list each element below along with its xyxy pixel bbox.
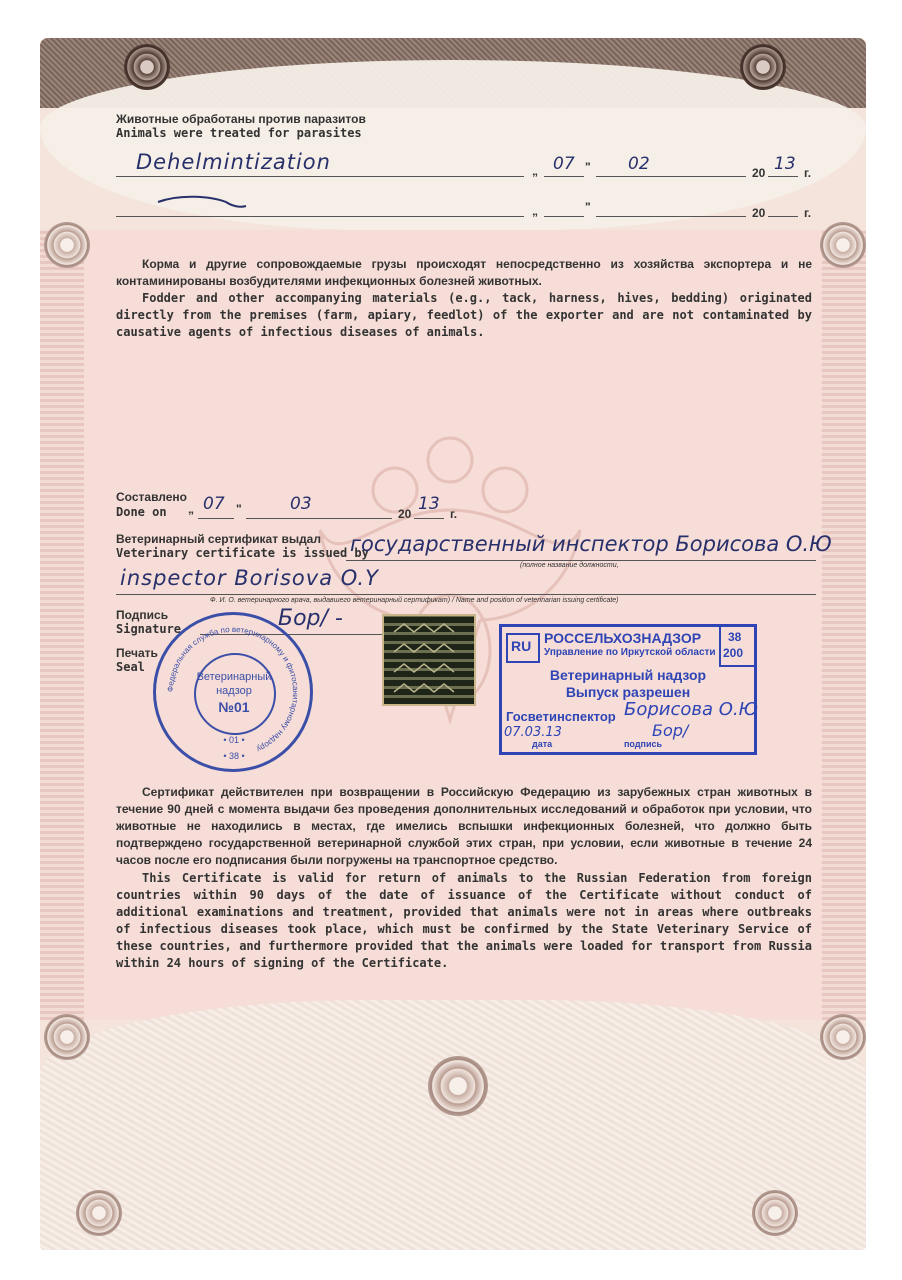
stamp-signature-value[interactable]: Бор/	[652, 721, 689, 740]
treatment-1-year-unit: г.	[804, 166, 812, 180]
done-day-line	[198, 518, 234, 519]
left-border-pattern	[40, 230, 84, 1020]
fodder-text-en: Fodder and other accompanying materials (e.g., tack, harness, hives, bedding) originated directly from the premises (farm, apiary, feedlot) of the exporter and are not contaminated by causative agents of infectious diseases of animals.	[116, 291, 812, 339]
treatment-2-year-prefix: 20	[752, 206, 766, 220]
bottom-right-rosette-icon	[752, 1190, 798, 1236]
treatment-1-month-line	[596, 176, 746, 177]
issuer-value-1[interactable]: государственный инспектор Борисова О.Ю	[350, 532, 832, 556]
treatment-1-quote-close: "	[585, 160, 591, 174]
top-right-rosette-icon	[740, 44, 786, 90]
validity-text-ru: Сертификат действителен при возвращении в Российскую Федерацию из зарубежных стран животных в течение 90 дней с момента выдачи без проведения дополнительных исследований и обработок при условии, что животные не находились в местах, где имелись вспышки инфекционных болезней, что должно быть подтверждено государственной ветеринарной службой этих стран, при условии, если животные в течение 24 часов после его подписания были погружены на транспортное средство.	[116, 785, 812, 867]
stamp-department: Управление по Иркутской области	[544, 647, 716, 658]
holographic-sticker-icon	[382, 614, 476, 706]
done-year-prefix: 20	[398, 507, 412, 521]
bottom-wave-pattern	[40, 1000, 866, 1250]
right-border-pattern	[822, 230, 866, 1020]
done-month-line	[246, 518, 392, 519]
dash-mark-icon	[150, 190, 250, 214]
seal-bottom-number: • 01 •	[223, 735, 245, 745]
seal-number: №01	[218, 699, 250, 715]
round-veterinary-seal	[153, 612, 313, 772]
top-left-rosette-icon	[124, 44, 170, 90]
svg-text:Федеральная служба по ветерина: Федеральная служба по ветеринарному и фитосанитарному надзору	[165, 624, 301, 754]
stamp-region-bottom: 200	[723, 646, 744, 660]
seal-label-en: Seal	[116, 660, 145, 674]
seal-center-line2: надзор	[216, 685, 252, 697]
issuer-hint-2: Ф. И. О. ветеринарного врача, выдавшего ветеринарный сертификат) / Name and position of veterinarian issuing certificate)	[210, 597, 619, 604]
treatment-line-1	[116, 176, 524, 177]
issuer-hint-1: (полное название должности,	[520, 562, 619, 569]
upper-right-rosette-icon	[820, 222, 866, 268]
upper-left-rosette-icon	[44, 222, 90, 268]
issuer-line-2	[116, 594, 816, 595]
treatment-1-day[interactable]: 07	[553, 154, 575, 174]
treatment-2-quote-close: "	[585, 200, 591, 214]
treatment-1-year-prefix: 20	[752, 166, 766, 180]
issuer-line-1	[346, 560, 816, 561]
stamp-agency: РОССЕЛЬХОЗНАДЗОР	[544, 630, 702, 646]
parasites-label-en: Animals were treated for parasites	[116, 126, 362, 140]
validity-text-en: This Certificate is valid for return of animals to the Russian Federation from foreign countries within 90 days of the date of issuance of the Certificate without conduct of additional examinations and treatment, provided that animals were not in areas where outbreaks of infectious diseases took place, which must be confirmed by the State Veterinary Service of these countries, and furthermore provided that the animals were loaded for transport from Russia within 24 hours of signing of the Certificate.	[116, 871, 812, 970]
signature-value[interactable]: Бор/ -	[278, 606, 343, 631]
stamp-inspector-name[interactable]: Борисова О.Ю	[624, 699, 759, 720]
signature-label-ru: Подпись	[116, 608, 169, 622]
stamp-date-label: дата	[532, 739, 553, 749]
parasites-label-ru: Животные обработаны против паразитов	[116, 112, 366, 126]
seal-label-ru: Печать	[116, 646, 158, 660]
done-quote-close: "	[236, 502, 242, 516]
stamp-country: RU	[511, 638, 532, 654]
treatment-2-year-unit: г.	[804, 206, 812, 220]
treatment-1-month[interactable]: 02	[628, 154, 650, 174]
stamp-line1: Ветеринарный надзор	[549, 667, 707, 683]
seal-region: • 38 •	[223, 751, 245, 761]
treatment-2-day-line	[544, 216, 584, 217]
done-month[interactable]: 03	[290, 494, 312, 514]
stamp-line2: Выпуск разрешен	[565, 684, 691, 700]
done-label-ru: Составлено	[116, 490, 187, 504]
stamp-signature-label: подпись	[624, 739, 663, 749]
bottom-center-rosette-icon	[428, 1056, 488, 1116]
lower-right-rosette-icon	[820, 1014, 866, 1060]
stamp-region-top: 38	[728, 630, 742, 644]
done-year-line	[414, 518, 444, 519]
treatment-1-day-line	[544, 176, 584, 177]
bottom-left-rosette-icon	[76, 1190, 122, 1236]
fodder-text-ru: Корма и другие сопровождаемые грузы происходят непосредственно из хозяйства экспортера и не контаминированы возбудителями инфекционных болезней животных.	[116, 257, 812, 288]
done-quote-open: „	[188, 502, 194, 516]
treatment-2-quote-open: „	[532, 204, 538, 218]
stamp-inspector-label: Госветинспектор	[506, 709, 616, 724]
lower-left-rosette-icon	[44, 1014, 90, 1060]
treatment-1-year-line	[768, 176, 798, 177]
signature-label-en: Signature	[116, 622, 182, 636]
treatment-line-2	[116, 216, 524, 217]
clearance-stamp	[499, 624, 757, 755]
treatment-1-quote-open: „	[532, 164, 538, 178]
issuer-value-2[interactable]: inspector Borisova O.Y	[120, 566, 379, 590]
done-label-en: Done on	[116, 505, 167, 519]
done-year-unit: г.	[450, 507, 458, 521]
treatment-1-year[interactable]: 13	[774, 154, 796, 174]
stamp-date-value[interactable]: 07.03.13	[504, 725, 562, 740]
issuer-label-ru: Ветеринарный сертификат выдал	[116, 532, 321, 546]
treatment-2-year-line	[768, 216, 798, 217]
done-year[interactable]: 13	[418, 494, 440, 514]
treatment-2-month-line	[596, 216, 746, 217]
seal-center-line1: Ветеринарный	[196, 671, 272, 683]
done-day[interactable]: 07	[203, 494, 225, 514]
treatment-1-value[interactable]: Dehelmintization	[136, 150, 331, 174]
issuer-label-en: Veterinary certificate is issued by	[116, 546, 369, 560]
